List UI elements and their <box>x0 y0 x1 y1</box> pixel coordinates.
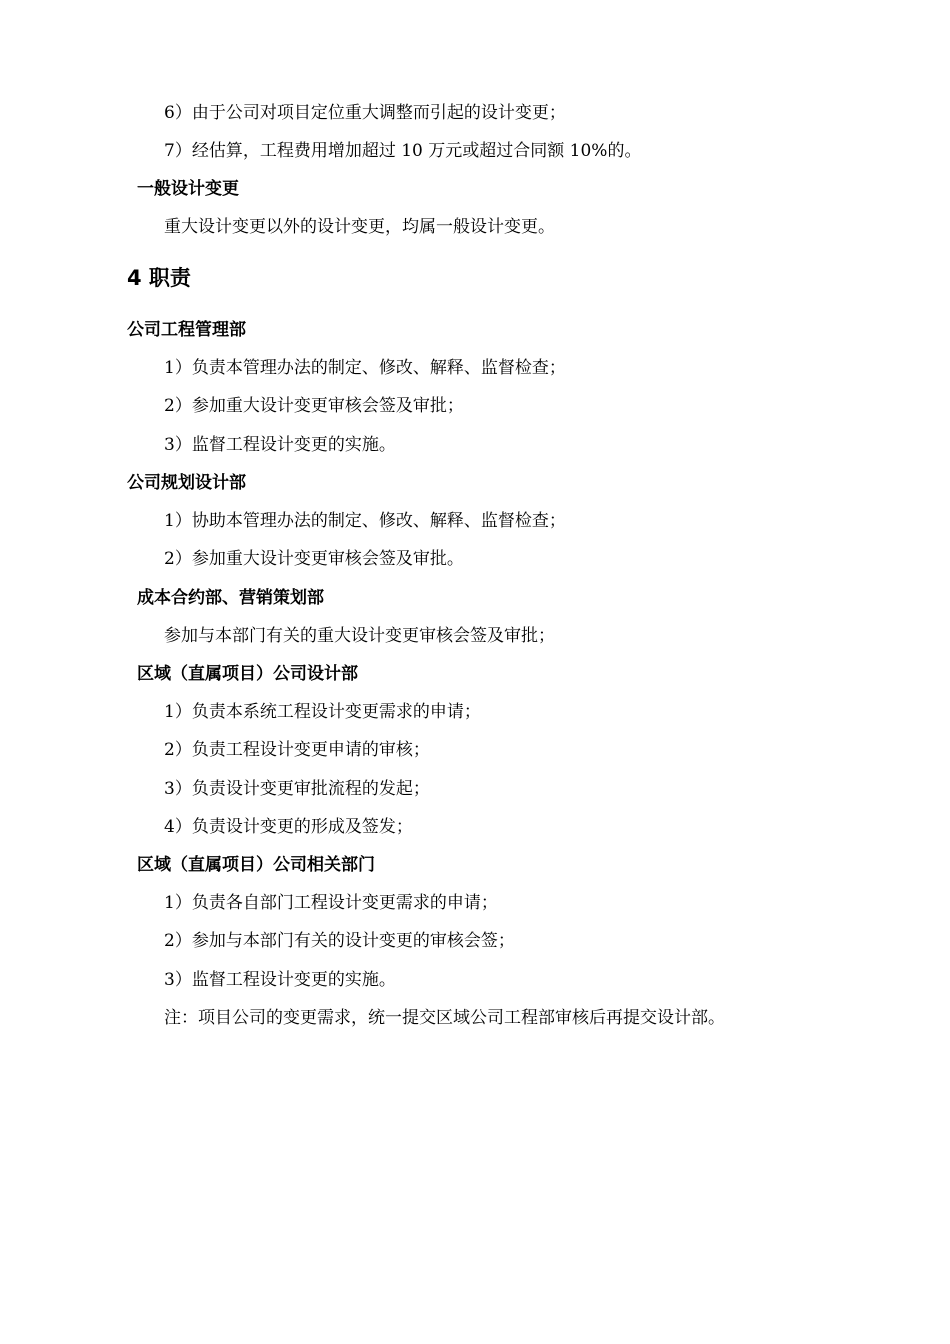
section-subheading: 一般设计变更 <box>137 179 239 199</box>
list-item: 1）协助本管理办法的制定、修改、解释、监督检查； <box>164 511 566 531</box>
list-item: 1）负责本系统工程设计变更需求的申请； <box>164 702 481 722</box>
list-item: 3）监督工程设计变更的实施。 <box>164 435 396 455</box>
list-item: 2）参加重大设计变更审核会签及审批。 <box>164 549 464 569</box>
list-item: 4）负责设计变更的形成及签发； <box>164 817 413 837</box>
section-subheading: 公司规划设计部 <box>127 473 246 493</box>
section-subheading: 区域（直属项目）公司设计部 <box>137 664 358 684</box>
section-subheading: 公司工程管理部 <box>127 320 246 340</box>
list-item: 1）负责本管理办法的制定、修改、解释、监督检查； <box>164 358 566 378</box>
section-heading: 4 职责 <box>127 266 191 290</box>
list-item: 3）负责设计变更审批流程的发起； <box>164 779 430 799</box>
list-item: 6）由于公司对项目定位重大调整而引起的设计变更； <box>164 103 566 123</box>
list-item: 2）参加重大设计变更审核会签及审批； <box>164 396 464 416</box>
section-subheading: 区域（直属项目）公司相关部门 <box>137 855 375 875</box>
section-subheading: 成本合约部、营销策划部 <box>137 588 324 608</box>
paragraph: 重大设计变更以外的设计变更，均属一般设计变更。 <box>164 217 555 237</box>
list-item: 2）参加与本部门有关的设计变更的审核会签； <box>164 931 515 951</box>
list-item: 1）负责各自部门工程设计变更需求的申请； <box>164 893 498 913</box>
list-item: 3）监督工程设计变更的实施。 <box>164 970 396 990</box>
paragraph: 参加与本部门有关的重大设计变更审核会签及审批； <box>164 626 555 646</box>
list-item: 2）负责工程设计变更申请的审核； <box>164 740 430 760</box>
note: 注：项目公司的变更需求，统一提交区域公司工程部审核后再提交设计部。 <box>164 1008 725 1028</box>
list-item: 7）经估算，工程费用增加超过 10 万元或超过合同额 10%的。 <box>164 141 642 161</box>
